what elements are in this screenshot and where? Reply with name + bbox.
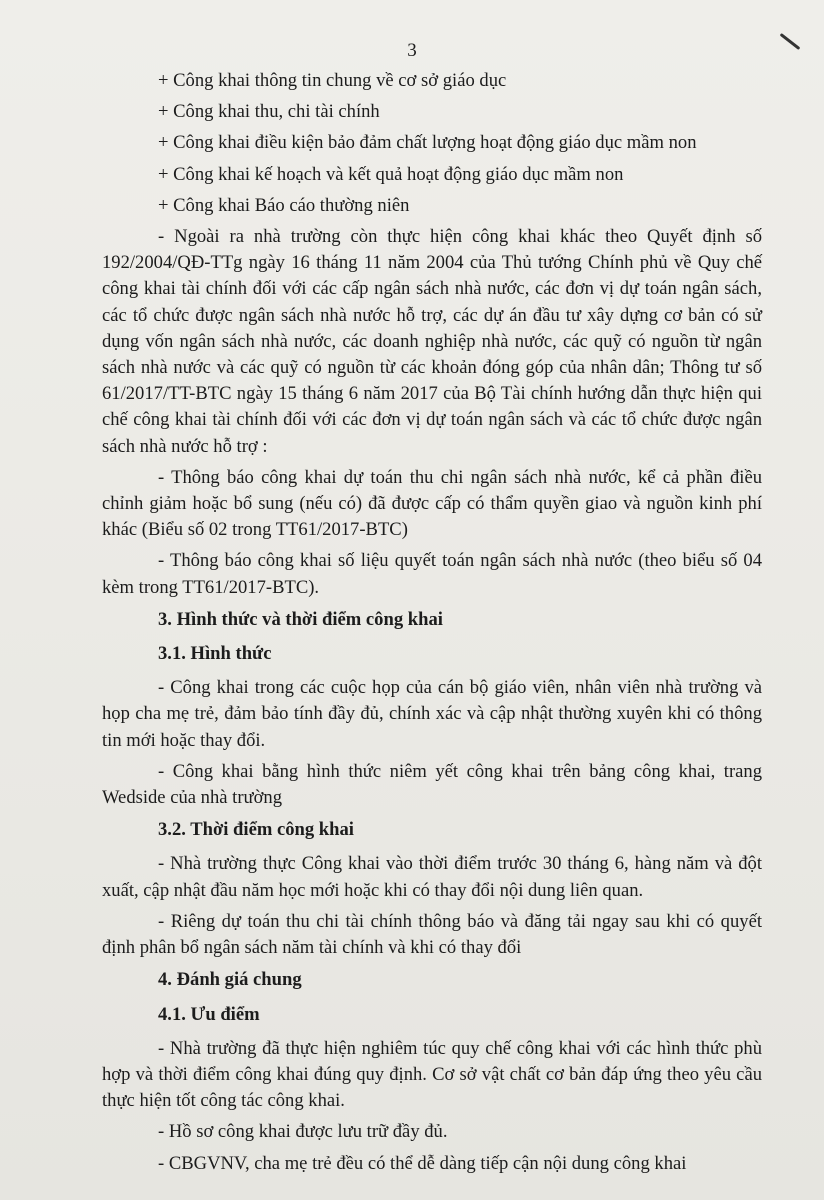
paragraph-form-meetings: - Công khai trong các cuộc họp của cán bộ giáo viên, nhân viên nhà trường và họp cha mẹ trẻ, đảm bảo tính đầy đủ, chính xác và cập nhật thường xuyên khi có thông tin mới hoặc thay đổi. — [102, 677, 762, 751]
section-heading-4-1: 4.1. Ưu điểm — [158, 1003, 260, 1025]
section-heading-3-1: 3.1. Hình thức — [158, 643, 272, 665]
paragraph-eval-access: - CBGVNV, cha mẹ trẻ đều có thể dễ dàng tiếp cận nội dung công khai — [158, 1152, 687, 1174]
paragraph-eval-records: - Hồ sơ công khai được lưu trữ đầy đủ. — [158, 1121, 448, 1143]
section-heading-3: 3. Hình thức và thời điểm công khai — [158, 608, 443, 630]
paragraph-other-disclosure: - Ngoài ra nhà trường còn thực hiện công khai khác theo Quyết định số 192/2004/QĐ-TTg ngày 16 tháng 11 năm 2004 của Thủ tướng Chính phủ về Quy chế công khai tài chính đối với các cấp ngân sách nhà nước, các đơn vị dự toán ngân sách, các tổ chức được ngân sách nhà nước hỗ trợ, các dự án đầu tư xây dựng cơ bản có sử dụng vốn ngân sách nhà nước, các doanh nghiệp nhà nước, các quỹ có nguồn từ ngân sách nhà nước và các quỹ có nguồn từ các khoản đóng góp của nhân dân; Thông tư số 61/2017/TT-BTC ngày 15 tháng 6 năm 2017 của Bộ Tài chính hướng dẫn thực hiện qui chế công khai tài chính đối với các đơn vị dự toán ngân sách và các tổ chức được ngân sách nhà nước hỗ trợ : — [102, 226, 762, 457]
section-heading-4: 4. Đánh giá chung — [158, 969, 302, 991]
paragraph-eval-strict: - Nhà trường đã thực hiện nghiêm túc quy chế công khai với các hình thức phù hợp và thời điểm công khai đúng quy định. Cơ sở vật chất cơ bản đáp ứng theo yêu cầu thực hiện tốt công tác công khai. — [102, 1037, 762, 1112]
paragraph-time-june: - Nhà trường thực Công khai vào thời điểm trước 30 tháng 6, hàng năm và đột xuất, cập nhật đầu năm học mới hoặc khi có thay đổi nội dung liên quan. — [102, 853, 762, 901]
paragraph-notice-budget: - Thông báo công khai dự toán thu chi ngân sách nhà nước, kể cả phần điều chỉnh giảm hoặc bổ sung (nếu có) đã được cấp có thẩm quyền giao và nguồn kinh phí khác (Biểu số 02 trong TT61/2017-BTC) — [102, 466, 762, 541]
paragraph-notice-settlement: - Thông báo công khai số liệu quyết toán ngân sách nhà nước (theo biểu số 04 kèm trong TT61/2017-BTC). — [102, 550, 762, 598]
bullet-item: + Công khai kế hoạch và kết quả hoạt động giáo dục mầm non — [158, 163, 624, 185]
section-heading-3-2: 3.2. Thời điểm công khai — [158, 819, 354, 841]
bullet-item: + Công khai điều kiện bảo đảm chất lượng hoạt động giáo dục mầm non — [158, 132, 697, 154]
page-number: 3 — [407, 40, 417, 61]
bullet-item: + Công khai Báo cáo thường niên — [158, 194, 410, 216]
paragraph-time-budget: - Riêng dự toán thu chi tài chính thông báo và đăng tải ngay sau khi có quyết định phân bổ ngân sách năm tài chính và khi có thay đổi — [102, 910, 762, 959]
bullet-item: + Công khai thông tin chung về cơ sở giáo dục — [158, 70, 507, 91]
bullet-item: + Công khai thu, chi tài chính — [158, 101, 380, 123]
paragraph-form-board: - Công khai bằng hình thức niêm yết công khai trên bảng công khai, trang Wedside của nhà trường — [102, 760, 762, 809]
document-body — [102, 68, 762, 1182]
